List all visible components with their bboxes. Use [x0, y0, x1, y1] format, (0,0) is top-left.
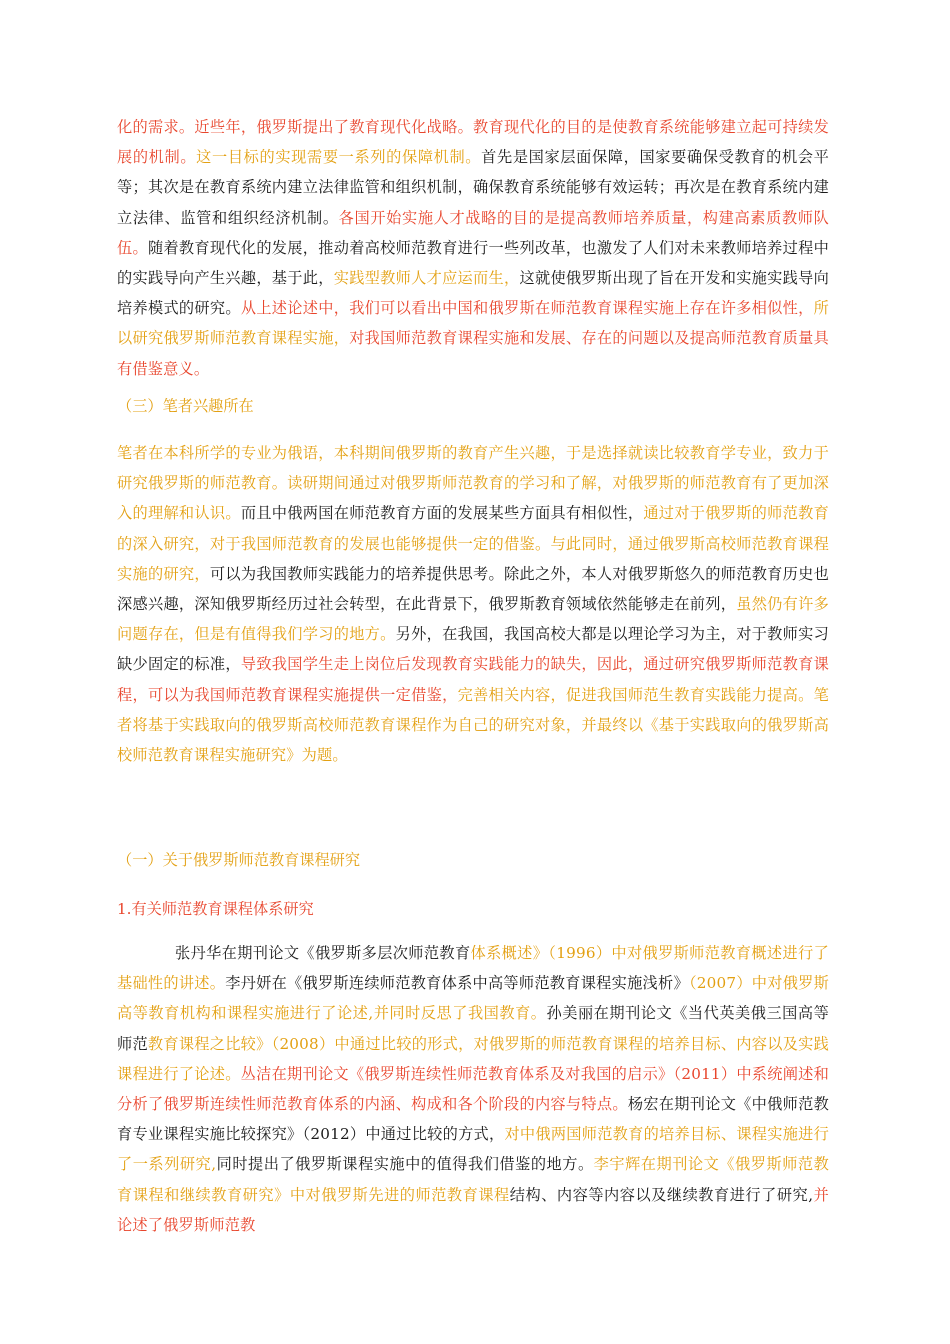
- text-run: 丛洁在期刊论文《俄罗斯连续性师范教育体系及对我国的启示》（2011）中系统阐述和分析了俄罗斯连续性师范教育体系的内涵、构成和各个阶段的内容与特点。: [117, 1064, 829, 1114]
- text-run: 所以研究俄罗斯师范教育课程实施，: [117, 299, 829, 348]
- text-run: 并论述了俄罗斯师范教: [117, 1185, 830, 1234]
- text-run: 对中俄两国师范教育的培养目标、课程实施进行了一系列研究,: [117, 1125, 829, 1174]
- text-run: 孙美丽在期刊论文《当代英美俄三国高等师范: [117, 1004, 829, 1053]
- text-run: 虽然仍有许多问题存在，但是有值得我们学习的地方。: [117, 595, 830, 644]
- paragraph-literature-review: [117, 938, 829, 1240]
- text-run: 张丹华在期刊论文《俄罗斯多层次师范教育: [175, 944, 471, 962]
- text-run: 教育课程之比较》（2008）中通过比较的形式，对俄罗斯的师范教育课程的培养目标、内容以及实践课程进行了论述。: [117, 1034, 829, 1083]
- text-run: 笔者在本科所学的专业为俄语，本科期间俄罗斯的教育产生兴趣，于是选择就读比较教育学专业，致力于研究俄罗斯的师范教育。读研期间通过对俄罗斯师范教育的学习和了解，对俄罗斯的师范教育有了更加深入的理解和认识。: [117, 444, 829, 523]
- text-run: 这就使俄罗斯出现了旨在开发和实施实践导向培养模式的研究。: [117, 269, 829, 318]
- text-run: 另外，在我国，我国高校大都是以理论学习为主，对于教师实习缺少固定的标准，: [117, 625, 829, 674]
- text-run: 随着教育现代化的发展，推动着高校师范教育进行一些列改革，也激发了人们对未来教师培养过程中的实践导向产生兴趣，基于此，: [117, 238, 829, 288]
- text-run: 李丹妍在《俄罗斯连续师范教育体系中高等师范教育课程实施浅析》: [225, 974, 689, 993]
- text-run: 实践型教师人才应运而生，: [333, 269, 520, 288]
- text-run: 各国开始实施人才战略的目的是提高教师培养质量，构建高素质教师队伍。: [117, 208, 829, 257]
- text-run: 通过对于俄罗斯的师范教育的深入研究，对于我国师范教育的发展也能够提供一定的借鉴。与此同时，通过俄罗斯高校师范教育课程实施的研究，: [117, 504, 829, 583]
- text-run: 化的需求。近些年，俄罗斯提出了教育现代化战略。教育现代化的目的是使教育系统能够建立起可持续发展的机制。: [117, 118, 829, 167]
- text-run: 对我国师范教育课程实施和发展、存在的问题以及提高师范教育质量具有借鉴意义。: [117, 329, 829, 378]
- heading-section-russian-curriculum: （一）关于俄罗斯师范教育课程研究: [117, 851, 360, 869]
- text-run: 这一目标的实现需要一系列的保障机制。: [196, 148, 482, 167]
- heading-author-interest: （三）笔者兴趣所在: [117, 397, 254, 415]
- text-run: 可以为我国教师实践能力的培养提供思考。除此之外，本人对俄罗斯悠久的师范教育历史也深感兴趣，深知俄罗斯经历过社会转型，在此背景下，俄罗斯教育领域依然能够走在前列，: [117, 564, 830, 614]
- paragraph-modernization: [117, 112, 829, 384]
- text-run: 首先是国家层面保障，国家要确保受教育的机会平等；其次是在教育系统内建立法律监管和组织机制，确保教育系统能够有效运转；再次是在教育系统内建立法律、监管和组织经济机制。: [117, 148, 830, 227]
- text-run: 结构、内容等内容以及继续教育进行了研究,: [509, 1185, 814, 1204]
- heading-subsection-curriculum-system: 1.有关师范教育课程体系研究: [117, 900, 314, 918]
- text-run: 同时提出了俄罗斯课程实施中的值得我们借鉴的地方。: [216, 1155, 594, 1174]
- text-run: 杨宏在期刊论文《中俄师范教育专业课程实施比较探究》（2012）中通过比较的方式，: [117, 1095, 829, 1144]
- text-run: 从上述论述中，我们可以看出中国和俄罗斯在师范教育课程实施上存在许多相似性，: [240, 299, 814, 318]
- text-run: 完善相关内容，促进我国师范生教育实践能力提高。笔者将基于实践取向的俄罗斯高校师范教育课程作为自己的研究对象，并最终以《基于实践取向的俄罗斯高校师范教育课程实施研究》为题。: [117, 685, 829, 765]
- paragraph-author-interest: [117, 438, 829, 770]
- text-run: 而且中俄两国在师范教育方面的发展某些方面具有相似性，: [240, 504, 644, 523]
- text-run: 导致我国学生走上岗位后发现教育实践能力的缺失，因此，通过研究俄罗斯师范教育课程，可以为我国师范教育课程实施提供一定借鉴，: [117, 655, 829, 704]
- text-run: （2007）中对俄罗斯高等教育机构和课程实施进行了论述,并同时反思了我国教育。: [117, 974, 829, 1023]
- text-run: 李宇辉在期刊论文《俄罗斯师范教育课程和继续教育研究》中对俄罗斯先进的师范教育课程: [117, 1155, 830, 1204]
- text-run: 体系概述》（1996）中对俄罗斯师范教育概述进行了基础性的讲述。: [117, 944, 829, 993]
